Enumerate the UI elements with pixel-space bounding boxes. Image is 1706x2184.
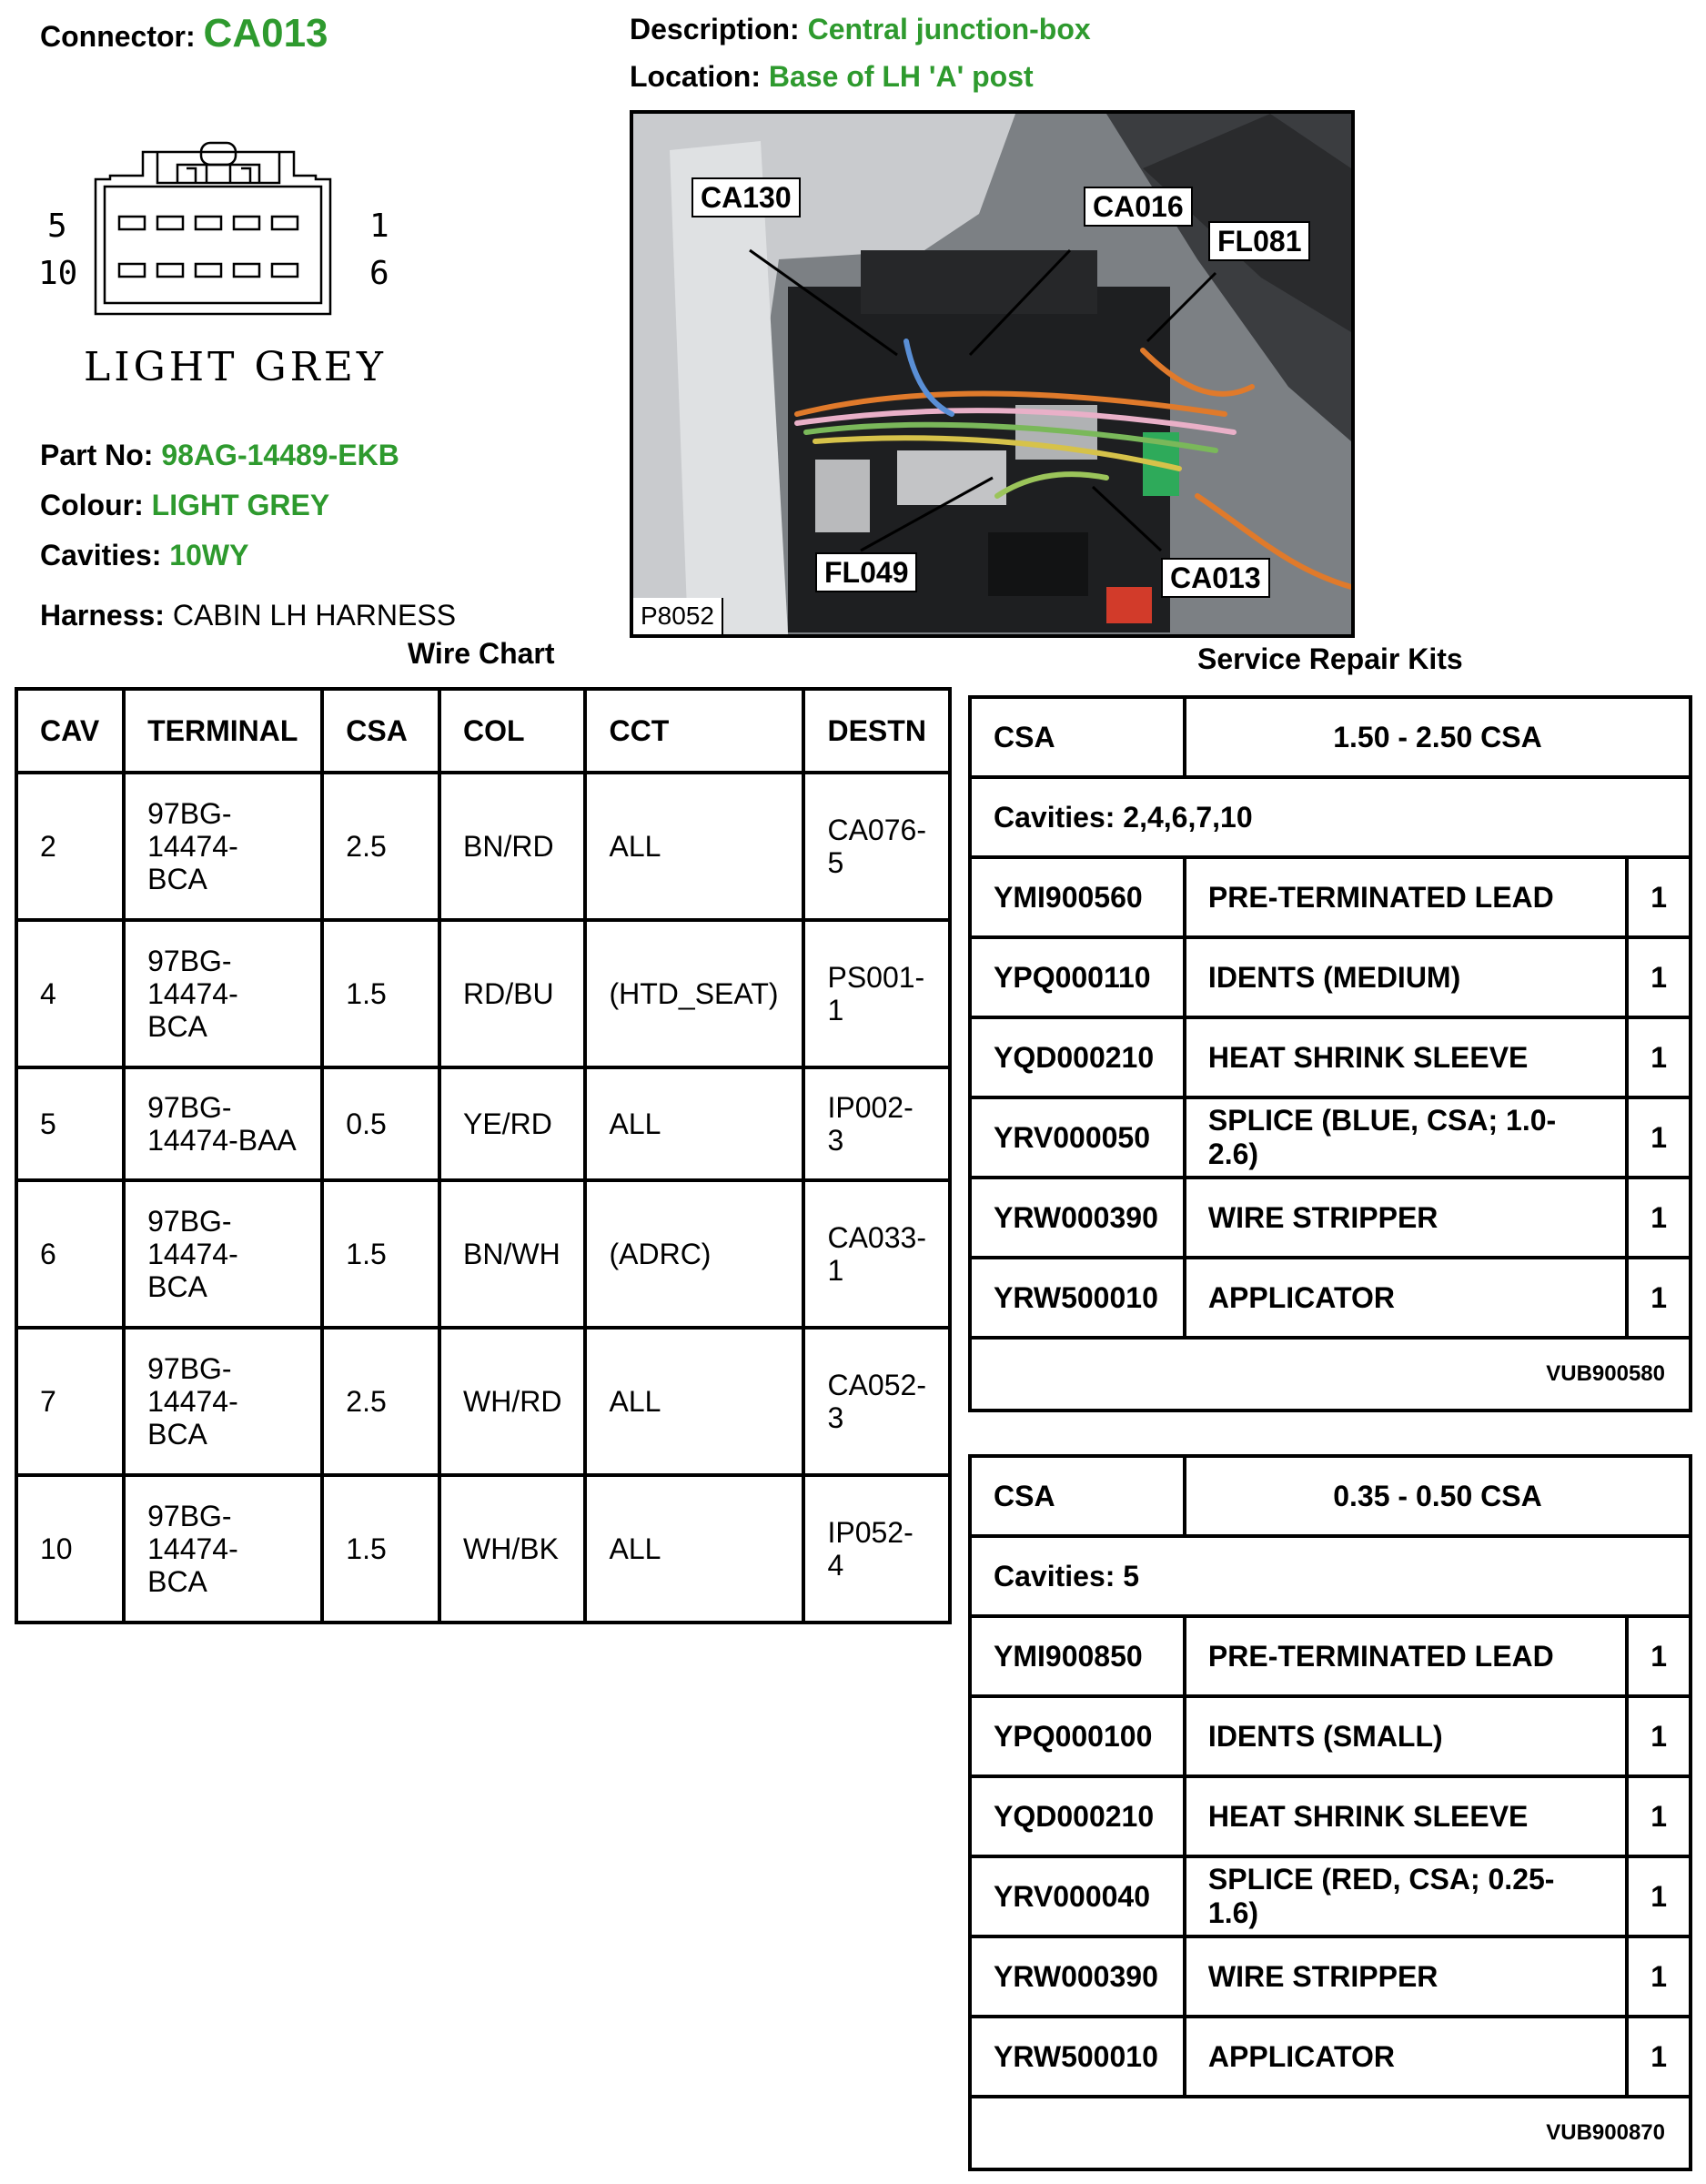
csa-cell: 1.5 [322,1180,439,1328]
column-header: CSA [322,689,439,773]
kit-part-number: YPQ000100 [970,1696,1185,1776]
photo-callout: FL081 [1208,221,1310,261]
cav-cell: 6 [16,1180,124,1328]
connector-colour-caption: LIGHT GREY [84,344,387,390]
table-header-row [16,689,950,773]
connector-outline-icon [86,141,341,323]
kit-csa-range: 1.50 - 2.50 CSA [1185,697,1691,777]
kit-csa-row [970,697,1691,777]
kit-part-number: YRV000040 [970,1856,1185,1936]
cav-cell: 7 [16,1328,124,1475]
destination-cell: CA052- 3 [803,1328,950,1475]
destination-cell: IP002- 3 [803,1067,950,1180]
table-row [970,1258,1691,1338]
colour [40,489,329,522]
photo-callout: FL049 [815,552,917,592]
cavities [40,539,248,572]
harness-label: Harness: [40,599,165,632]
kit-code: VUB900870 [970,2097,1691,2169]
table-row [16,1328,950,1475]
kit-item-quantity: 1 [1627,1936,1691,2017]
table-row [970,2017,1691,2097]
kit-csa-range: 0.35 - 0.50 CSA [1185,1456,1691,1536]
harness [40,599,456,632]
description [630,13,1091,46]
kit-part-number: YQD000210 [970,1776,1185,1856]
table-row [970,937,1691,1017]
column-header: CCT [585,689,803,773]
kit-item-quantity: 1 [1627,1178,1691,1258]
circuit-cell: ALL [585,1328,803,1475]
kit-code-row [970,2097,1691,2169]
terminal-cell: 97BG- 14474- BCA [124,773,322,920]
part-number-label: Part No: [40,439,154,471]
kit-item-description: IDENTS (SMALL) [1185,1696,1627,1776]
csa-cell: 2.5 [322,1328,439,1475]
kit-item-quantity: 1 [1627,1616,1691,1696]
table-row [16,1475,950,1623]
colour-value: LIGHT GREY [151,489,330,521]
column-header: COL [439,689,585,773]
terminal-cell: 97BG- 14474-BAA [124,1067,322,1180]
terminal-cell: 97BG- 14474- BCA [124,1475,322,1623]
location [630,60,1034,94]
destination-cell: CA033- 1 [803,1180,950,1328]
colour-cell: YE/RD [439,1067,585,1180]
kit-part-number: YRW000390 [970,1936,1185,2017]
kit-item-description: WIRE STRIPPER [1185,1178,1627,1258]
kit-item-description: SPLICE (BLUE, CSA; 1.0-2.6) [1185,1097,1627,1178]
connector-id [40,11,328,56]
description-value: Central junction-box [807,13,1091,46]
cavities-label: Cavities: [40,539,162,571]
colour-cell: BN/RD [439,773,585,920]
wire-chart-table [15,687,952,1624]
circuit-cell: ALL [585,1067,803,1180]
table-row [970,857,1691,937]
kit-part-number: YRV000050 [970,1097,1185,1178]
table-row [16,773,950,920]
table-row [970,1097,1691,1178]
connector-label: Connector: [40,20,196,53]
kit-item-quantity: 1 [1627,937,1691,1017]
colour-label: Colour: [40,489,144,521]
table-row [16,1067,950,1180]
photo-callout: CA130 [691,177,801,217]
kit-item-quantity: 1 [1627,1258,1691,1338]
column-header: TERMINAL [124,689,322,773]
location-label: Location: [630,60,761,93]
cav-cell: 5 [16,1067,124,1180]
kit-part-number: YRW500010 [970,1258,1185,1338]
connector-value: CA013 [203,11,328,56]
kit-item-description: SPLICE (RED, CSA; 0.25-1.6) [1185,1856,1627,1936]
kit-code: VUB900580 [970,1338,1691,1410]
kit-part-number: YMI900560 [970,857,1185,937]
table-row [970,1696,1691,1776]
terminal-cell: 97BG- 14474- BCA [124,920,322,1067]
column-header: DESTN [803,689,950,773]
colour-cell: BN/WH [439,1180,585,1328]
kit-part-number: YQD000210 [970,1017,1185,1097]
kit-code-row [970,1338,1691,1410]
description-label: Description: [630,13,800,46]
csa-cell: 2.5 [322,773,439,920]
circuit-cell: (ADRC) [585,1180,803,1328]
kit-part-number: YMI900850 [970,1616,1185,1696]
table-row [970,1856,1691,1936]
kit-item-description: HEAT SHRINK SLEEVE [1185,1017,1627,1097]
table-row [970,1936,1691,2017]
repair-kit-table [968,1454,1692,2171]
kit-item-quantity: 1 [1627,857,1691,937]
table-row [970,1017,1691,1097]
cav-cell: 10 [16,1475,124,1623]
terminal-cell: 97BG- 14474- BCA [124,1180,322,1328]
kit-item-description: APPLICATOR [1185,2017,1627,2097]
table-row [16,1180,950,1328]
cav-cell: 4 [16,920,124,1067]
csa-cell: 1.5 [322,1475,439,1623]
kit-item-description: IDENTS (MEDIUM) [1185,937,1627,1017]
kit-item-description: WIRE STRIPPER [1185,1936,1627,2017]
photo-callout: CA013 [1161,558,1270,598]
pin-number: 10 [38,255,78,292]
kit-item-quantity: 1 [1627,1856,1691,1936]
kit-item-description: HEAT SHRINK SLEEVE [1185,1776,1627,1856]
table-row [970,1178,1691,1258]
kit-cavities-row [970,777,1691,857]
csa-cell: 1.5 [322,920,439,1067]
terminal-cell: 97BG- 14474- BCA [124,1328,322,1475]
kit-item-quantity: 1 [1627,1017,1691,1097]
location-photo [630,110,1355,638]
pin-number: 6 [369,255,389,292]
colour-cell: WH/BK [439,1475,585,1623]
photo-reference: P8052 [633,598,723,634]
kit-item-description: PRE-TERMINATED LEAD [1185,857,1627,937]
kit-item-description: PRE-TERMINATED LEAD [1185,1616,1627,1696]
kit-item-description: APPLICATOR [1185,1258,1627,1338]
kit-csa-label: CSA [970,1456,1185,1536]
wire-chart-title: Wire Chart [408,637,555,670]
table-row [970,1776,1691,1856]
colour-cell: WH/RD [439,1328,585,1475]
harness-value: CABIN LH HARNESS [172,599,457,632]
kit-cavities-row [970,1536,1691,1616]
table-row [16,920,950,1067]
part-number-value: 98AG-14489-EKB [161,439,399,471]
repair-kit-table [968,695,1692,1412]
kit-item-quantity: 1 [1627,1696,1691,1776]
kit-cavities: Cavities: 2,4,6,7,10 [970,777,1691,857]
kit-csa-label: CSA [970,697,1185,777]
kit-cavities: Cavities: 5 [970,1536,1691,1616]
part-number [40,439,399,472]
service-repair-kits-title: Service Repair Kits [1197,642,1463,675]
kit-item-quantity: 1 [1627,1097,1691,1178]
csa-cell: 0.5 [322,1067,439,1180]
destination-cell: IP052- 4 [803,1475,950,1623]
column-header: CAV [16,689,124,773]
kit-part-number: YRW000390 [970,1178,1185,1258]
pin-number: 5 [47,207,67,245]
kit-csa-row [970,1456,1691,1536]
destination-cell: CA076- 5 [803,773,950,920]
cavities-value: 10WY [169,539,249,571]
kit-item-quantity: 1 [1627,2017,1691,2097]
kit-part-number: YRW500010 [970,2017,1185,2097]
pin-number: 1 [369,207,389,245]
photo-callout: CA016 [1084,187,1193,227]
table-row [970,1616,1691,1696]
destination-cell: PS001- 1 [803,920,950,1067]
location-value: Base of LH 'A' post [768,60,1034,93]
kit-item-quantity: 1 [1627,1776,1691,1856]
kit-part-number: YPQ000110 [970,937,1185,1017]
circuit-cell: ALL [585,1475,803,1623]
circuit-cell: ALL [585,773,803,920]
colour-cell: RD/BU [439,920,585,1067]
cav-cell: 2 [16,773,124,920]
circuit-cell: (HTD_SEAT) [585,920,803,1067]
